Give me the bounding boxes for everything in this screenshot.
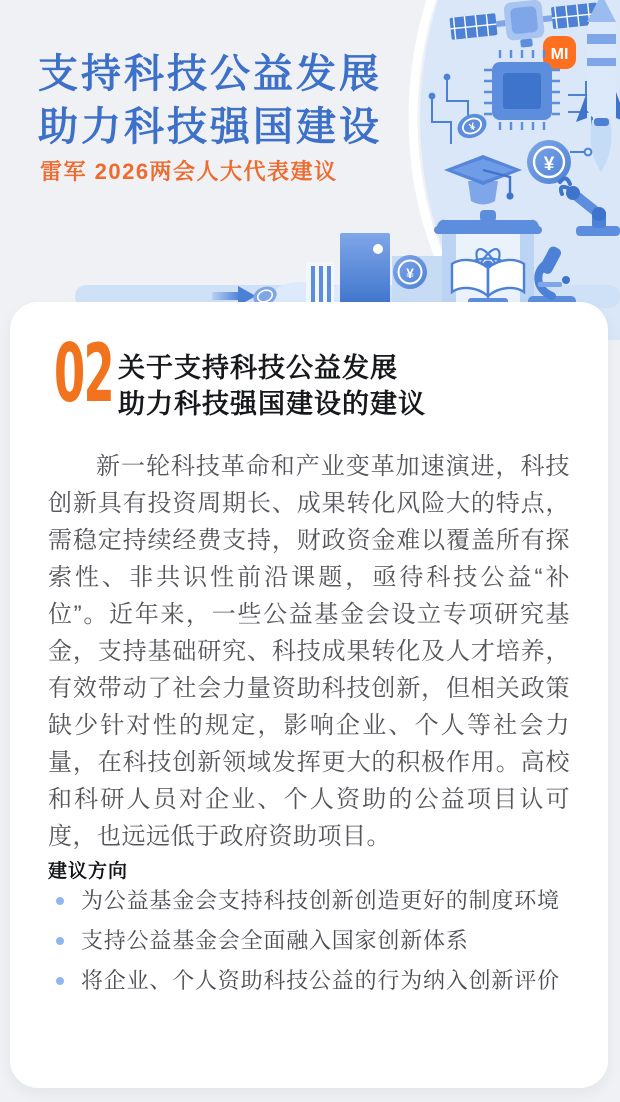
content-card (10, 302, 608, 1088)
section-heading (118, 350, 426, 422)
page-subtitle: 雷军 2026两会人大代表建议 (40, 159, 338, 184)
section-heading-line1: 关于支持科技公益发展 (118, 353, 398, 383)
building-shapes (306, 233, 464, 307)
list-item (48, 886, 583, 926)
section-heading-line2: 助力科技强国建设的建议 (118, 389, 426, 419)
suggestion-label: 为公益基金会支持科技创新创造更好的制度环境 (81, 888, 560, 913)
section-number: 02 (54, 327, 113, 420)
coin-yuan-icon (393, 255, 427, 289)
svg-text:MI: MI (550, 46, 569, 63)
bullet-dot-icon (56, 897, 64, 905)
body-paragraph: 新一轮科技革命和产业变革加速演进，科技创新具有投资周期长、成果转化风险大的特点，需稳定持续经费支持，财政资金难以覆盖所有探索性、非共识性前沿课题，亟待科技公益“补位”。近年来，一些公益基金会设立专项研究基金，支持基础研究、科技成果转化及人才培养，有效带动了社会力量资助科技创新，但相关政策缺少针对性的规定，影响企业、个人等社会力量，在科技创新领域发挥更大的积极作用。高校和科研人员对企业、个人资助的公益项目认可度，也远远低于政府资助项目。 (48, 453, 570, 850)
svg-text:¥: ¥ (467, 121, 478, 134)
suggestion-label: 支持公益基金会全面融入国家创新体系 (81, 928, 469, 953)
svg-text:¥: ¥ (406, 265, 414, 281)
list-item (48, 926, 583, 966)
suggestion-label: 将企业、个人资助科技公益的行为纳入创新评价 (81, 968, 560, 993)
bullet-dot-icon (56, 937, 64, 945)
page-title-line2: 助力科技强国建设 (38, 105, 382, 149)
suggestions-title: 建议方向 (48, 861, 129, 882)
list-item (48, 966, 583, 1006)
page-title-line1: 支持科技公益发展 (38, 52, 382, 96)
bullet-dot-icon (56, 977, 64, 985)
svg-text:¥: ¥ (543, 154, 555, 175)
suggestions-list (48, 886, 583, 1006)
